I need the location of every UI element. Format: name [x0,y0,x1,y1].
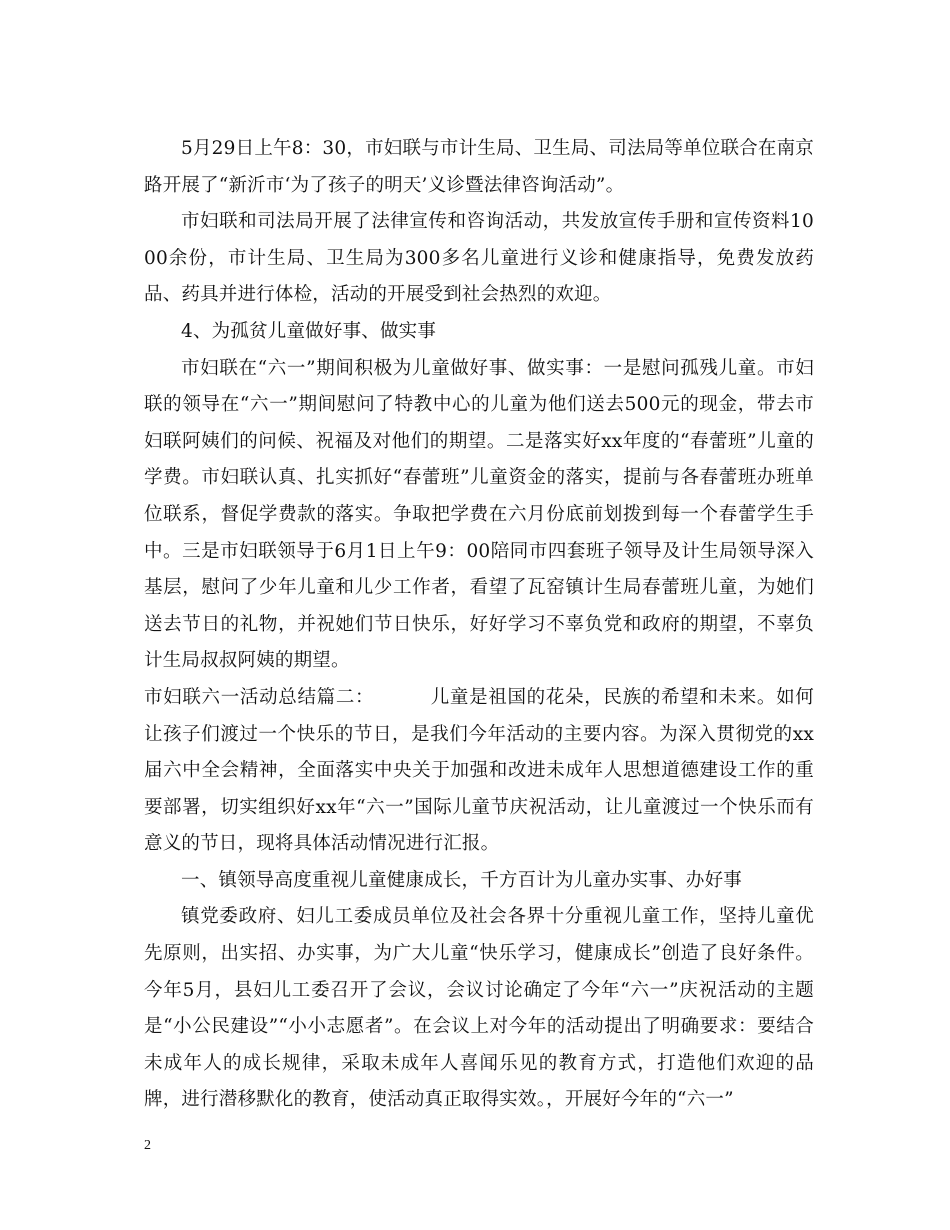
page-number: 2 [144,1138,151,1153]
document-body [144,131,814,1119]
paragraph-legal-publicity: 市妇联和司法局开展了法律宣传和咨询活动，共发放宣传手册和宣传资料1000余份，市计生局、卫生局为300多名儿童进行义诊和健康指导，免费发放药品、药具并进行体检，活动的开展受到社会热烈的欢迎。 [144,211,814,306]
paragraph-good-deeds: 市妇联在“六一”期间积极为儿童做好事、做实事：一是慰问孤残儿童。市妇联的领导在“六一”期间慰问了特教中心的儿童为他们送去500元的现金，带去市妇联阿姨们的问候、祝福及对他们的期望。二是落实好xx年度的“春蕾班”儿童的学费。市妇联认真、扎实抓好“春蕾班”儿童资金的落实，提前与各春蕾班办班单位联系，督促学费款的落实。争取把学费在六月份底前划拨到每一个春蕾学生手中。三是市妇联领导于6月1日上午9：00陪同市四套班子领导及计生局领导深入基层，慰问了少年儿童和儿少工作者，看望了瓦窑镇计生局春蕾班儿童，为她们送去节日的礼物，并祝她们节日快乐，好好学习不辜负党和政府的期望，不辜负计生局叔叔阿姨的期望。 [144,357,814,672]
paragraph-section-two [144,680,814,863]
paragraph-town-committee: 镇党委政府、妇儿工委成员单位及社会各界十分重视儿童工作，坚持儿童优先原则，出实招、办实事，为广大儿童“快乐学习，健康成长”创造了良好条件。今年5月，县妇儿工委召开了会议，会议讨论确定了今年“六一”庆祝活动的主题是“小公民建设”“小小志愿者”。在会议上对今年的活动提出了明确要求：要结合未成年人的成长规律，采取未成年人喜闻乐见的教育方式，打造他们欢迎的品牌，进行潜移默化的教育，使活动真正取得实效。，开展好今年的“六一” [144,906,814,1111]
paragraph-subheading-poor-children: 4、为孤贫儿童做好事、做实事 [181,320,437,342]
paragraph-consultation-event: 5月29日上午8：30，市妇联与市计生局、卫生局、司法局等单位联合在南京路开展了“新沂市‘为了孩子的明天’义诊暨法律咨询活动”。 [144,138,814,196]
paragraph-subheading-leadership: 一、镇领导高度重视儿童健康成长，千方百计为儿童办实事、办好事 [181,869,743,891]
section-two-intro: 儿童是祖国的花朵，民族的希望和未来。如何让孩子们渡过一个快乐的节日，是我们今年活动的主要内容。为深入贯彻党的xx届六中全会精神，全面落实中央关于加强和改进未成年人思想道德建设工作的重要部署，切实组织好xx年“六一”国际儿童节庆祝活动，让儿童渡过一个快乐而有意义的节日，现将具体活动情况进行汇报。 [144,686,814,855]
section-heading: 市妇联六一活动总结篇二： [144,686,375,708]
